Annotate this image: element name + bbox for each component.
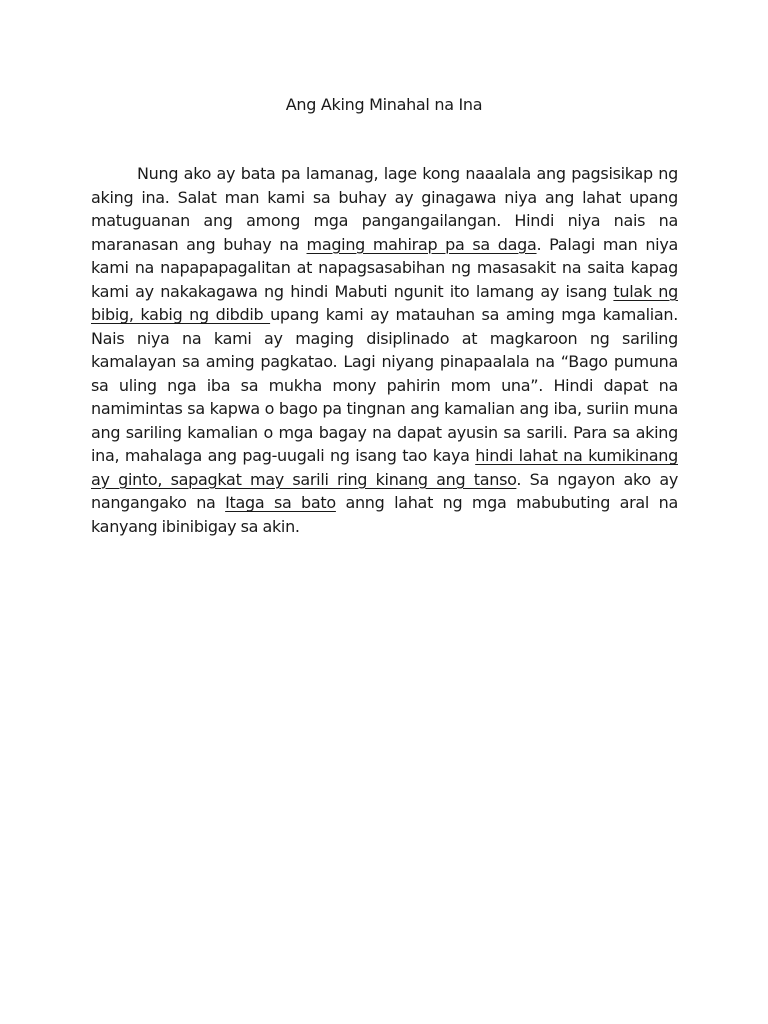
underlined-idiom: Itaga sa bato [225,493,336,512]
underlined-idiom: maging mahirap pa sa daga [306,234,537,254]
paragraph-text: . Palagi man niya kami na napapapagalitan at napagsasabihan ng masasakit na saita kapag kami ay nakakagawa ng hindi Mabuti ngunit ito lamang ay isang [91,234,678,301]
document-title: Ang Aking Minahal na Ina [285,95,483,114]
paragraph-text: anng lahat ng mga mabubuting aral na kanyang ibinibigay sa akin. [91,493,678,536]
underlined-idiom: tulak ng bibig, kabig ng dibdib [91,281,678,324]
paragraph-text: Nung ako ay bata pa lamanag, lage kong naaalala ang pagsisikap ng aking ina. Salat man kami sa buhay ay ginagawa niya ang lahat upang matuguanan ang among mga pangangailangan. Hindi niya nais na maranasan ang buhay na [91,164,678,254]
underlined-idiom: hindi lahat na kumikinang ay ginto, sapagkat may sarili ring kinang ang tanso [91,446,678,489]
body-paragraph [91,162,678,538]
paragraph-text: . Sa ngayon ako ay nangangako na [91,469,678,512]
paragraph-text: upang kami ay matauhan sa aming mga kamalian. Nais niya na kami ay maging disiplinado at magkaroon ng sariling kamalayan sa aming pagkatao. Lagi niyang pinapaalala na “Bago pumuna sa uling nga iba sa mukha mony pahirin mom una”. Hindi dapat na namimintas sa kapwa o bago pa tingnan ang kamalian ang iba, suriin muna ang sariling kamalian o mga bagay na dapat ayusin sa sarili. Para sa aking ina, mahalaga ang pag-uugali ng isang tao kaya [91,305,679,465]
